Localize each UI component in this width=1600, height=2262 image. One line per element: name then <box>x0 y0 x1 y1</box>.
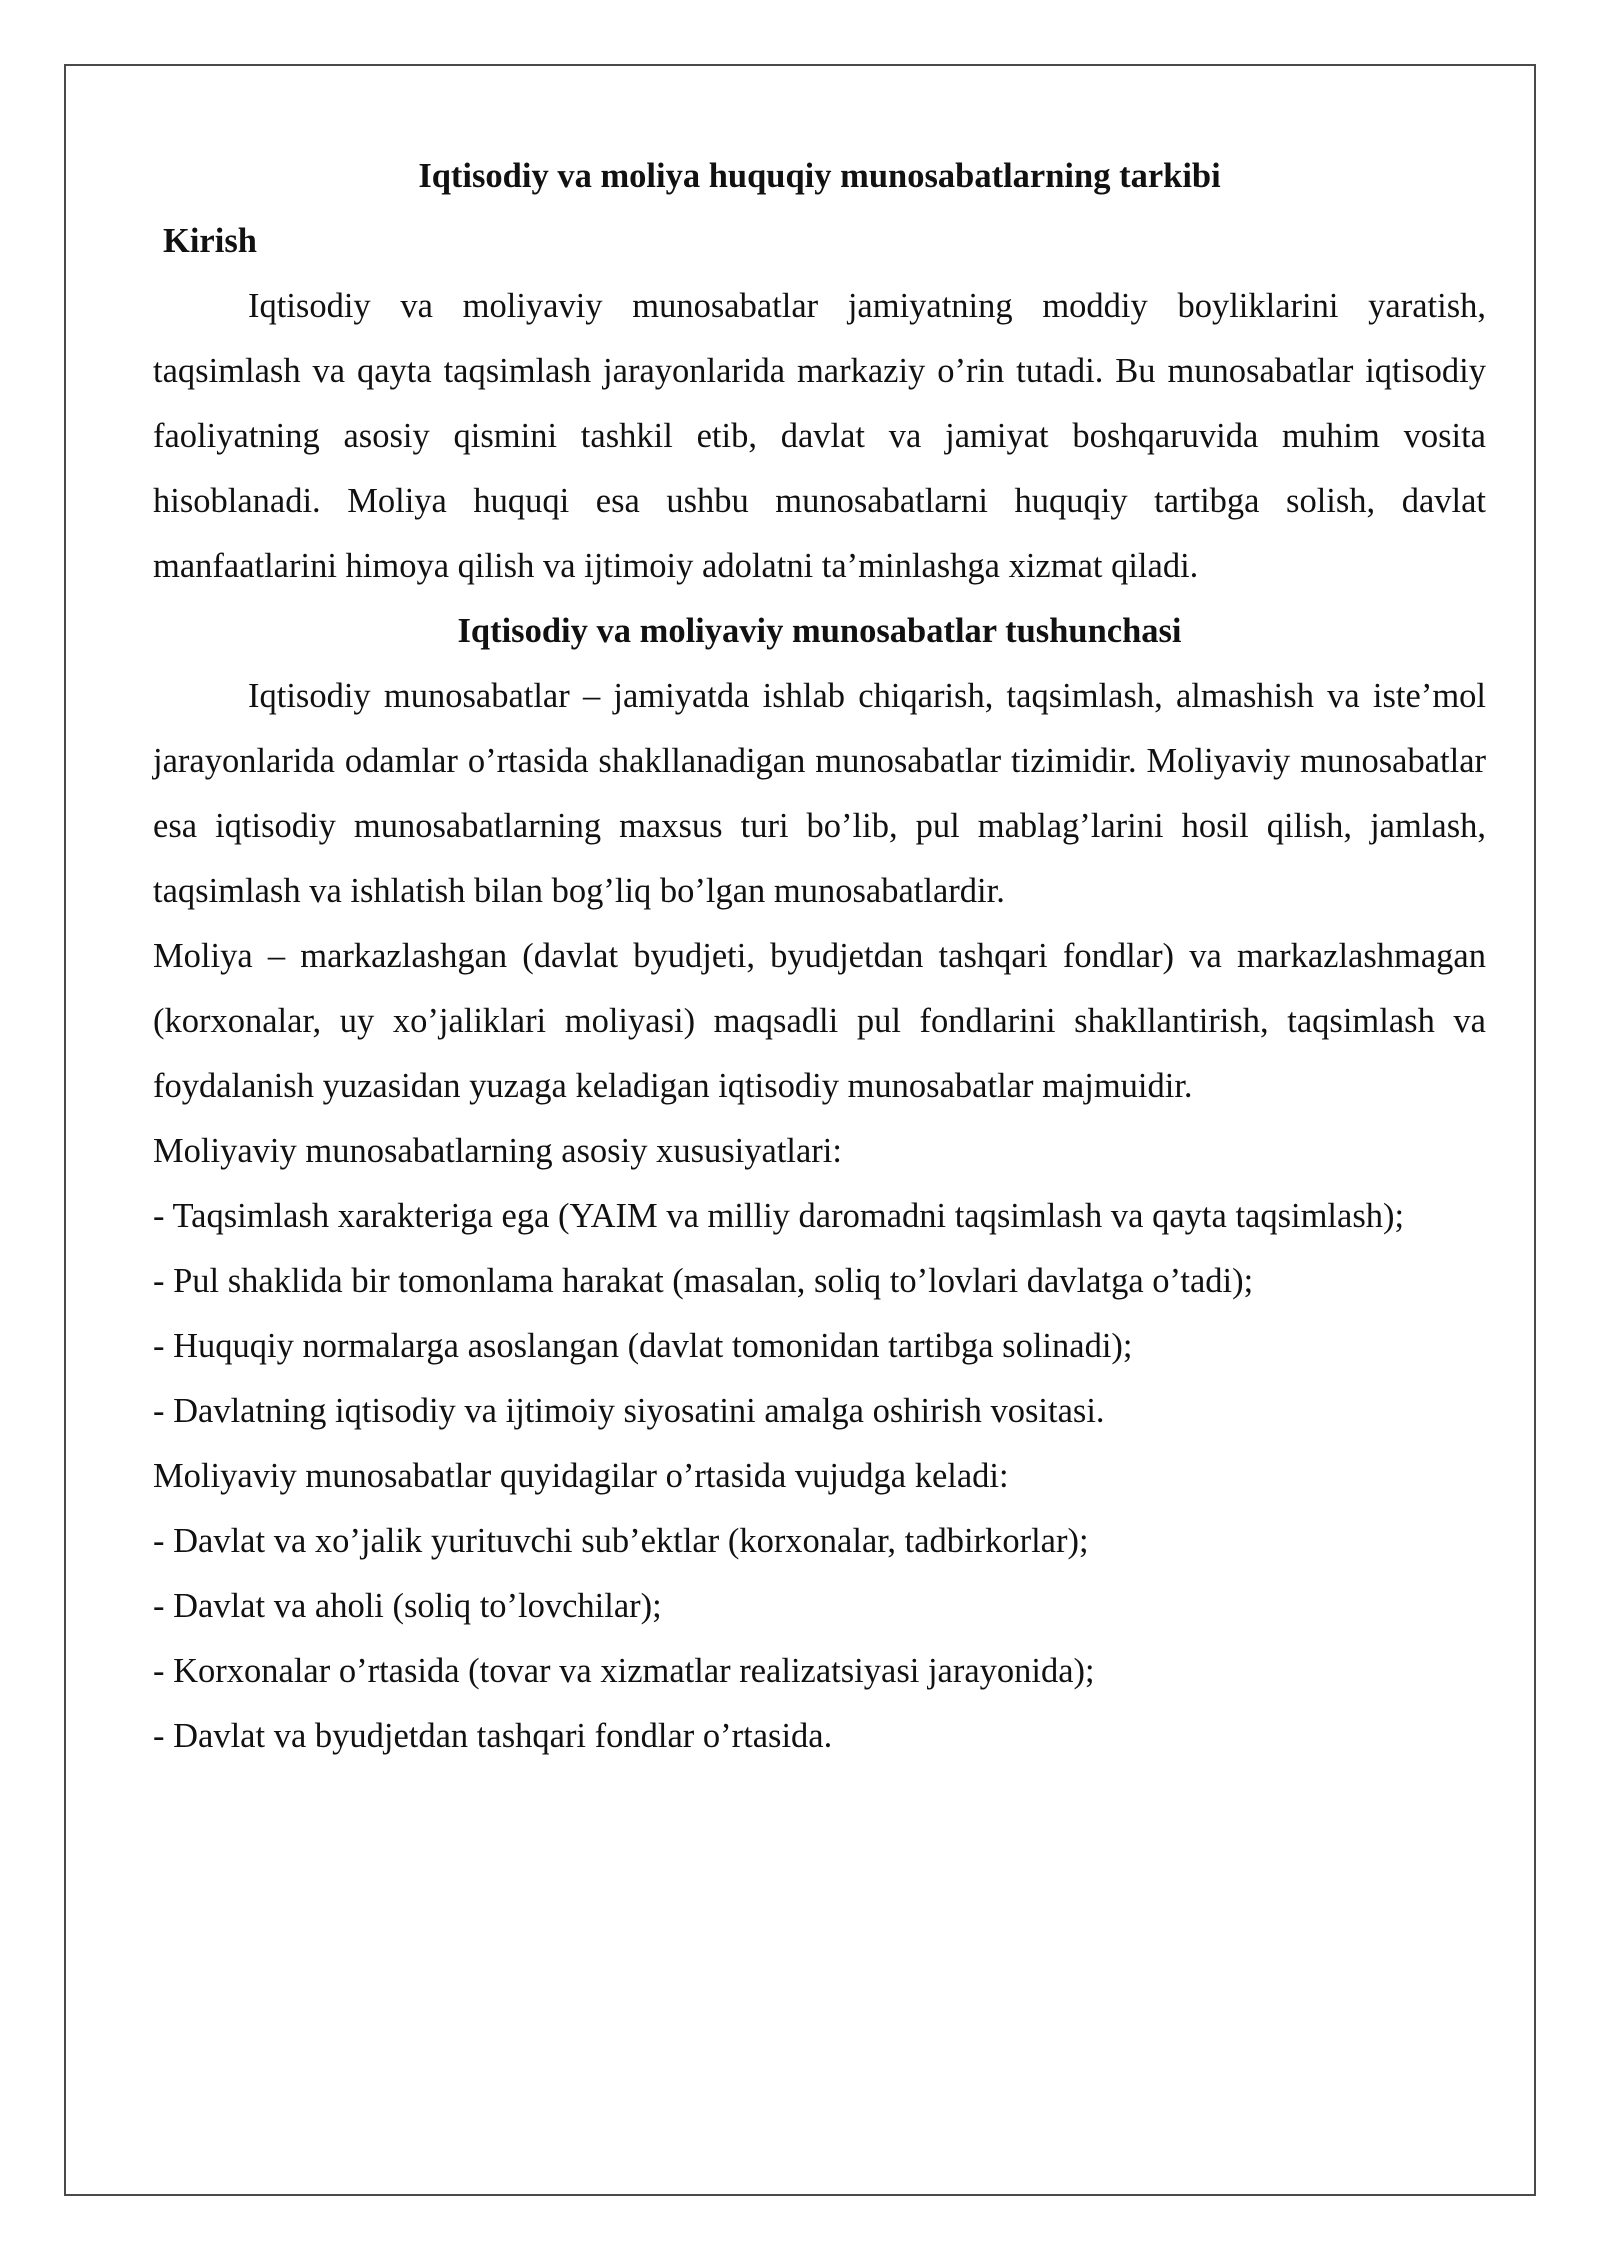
intro-paragraph: Iqtisodiy va moliyaviy munosabatlar jamiyatning moddiy boyliklarini yaratish, taqsimlash va qayta taqsimlash jarayonlarida markaziy o’rin tutadi. Bu munosabatlar iqtisodiy faoliyatning asosiy qismini tashkil etib, davlat va jamiyat boshqaruvida muhim vosita hisoblanadi. Moliya huquqi esa ushbu munosabatlarni huquqiy tartibga solish, davlat manfaatlarini himoya qilish va ijtimoiy adolatni ta’minlashga xizmat qiladi. <box>153 287 1486 585</box>
feature-item: - Pul shaklida bir tomonlama harakat (masalan, soliq to’lovlari davlatga o’tadi); <box>153 1262 1254 1300</box>
section-paragraph-2: Moliya – markazlashgan (davlat byudjeti, byudjetdan tashqari fondlar) va markazlashmagan (korxonalar, uy xo’jaliklari moliyasi) maqsadli pul fondlarini shakllantirish, taqsimlash va foydalanish yuzasidan yuzaga keladigan iqtisodiy munosabatlar majmuidir. <box>153 937 1486 1105</box>
section-heading: Iqtisodiy va moliyaviy munosabatlar tushunchasi <box>457 612 1182 650</box>
party-item: - Davlat va aholi (soliq to’lovchilar); <box>153 1587 662 1625</box>
document-body <box>153 144 1486 1769</box>
party-item: - Davlat va byudjetdan tashqari fondlar o’rtasida. <box>153 1717 833 1755</box>
parties-intro: Moliyaviy munosabatlar quyidagilar o’rtasida vujudga keladi: <box>153 1457 1009 1495</box>
feature-item: - Davlatning iqtisodiy va ijtimoiy siyosatini amalga oshirish vositasi. <box>153 1392 1105 1430</box>
intro-heading: Kirish <box>163 222 257 260</box>
feature-item: - Taqsimlash xarakteriga ega (YAIM va milliy daromadni taqsimlash va qayta taqsimlash); <box>153 1197 1405 1235</box>
party-item: - Korxonalar o’rtasida (tovar va xizmatlar realizatsiyasi jarayonida); <box>153 1652 1095 1690</box>
document-title: Iqtisodiy va moliya huquqiy munosabatlarning tarkibi <box>418 157 1221 195</box>
feature-item: - Huquqiy normalarga asoslangan (davlat tomonidan tartibga solinadi); <box>153 1327 1133 1365</box>
features-intro: Moliyaviy munosabatlarning asosiy xususiyatlari: <box>153 1132 842 1170</box>
party-item: - Davlat va xo’jalik yurituvchi sub’ektlar (korxonalar, tadbirkorlar); <box>153 1522 1089 1560</box>
section-paragraph-1: Iqtisodiy munosabatlar – jamiyatda ishlab chiqarish, taqsimlash, almashish va iste’mol jarayonlarida odamlar o’rtasida shakllanadigan munosabatlar tizimidir. Moliyaviy munosabatlar esa iqtisodiy munosabatlarning maxsus turi bo’lib, pul mablag’larini hosil qilish, jamlash, taqsimlash va ishlatish bilan bog’liq bo’lgan munosabatlardir. <box>153 677 1486 910</box>
